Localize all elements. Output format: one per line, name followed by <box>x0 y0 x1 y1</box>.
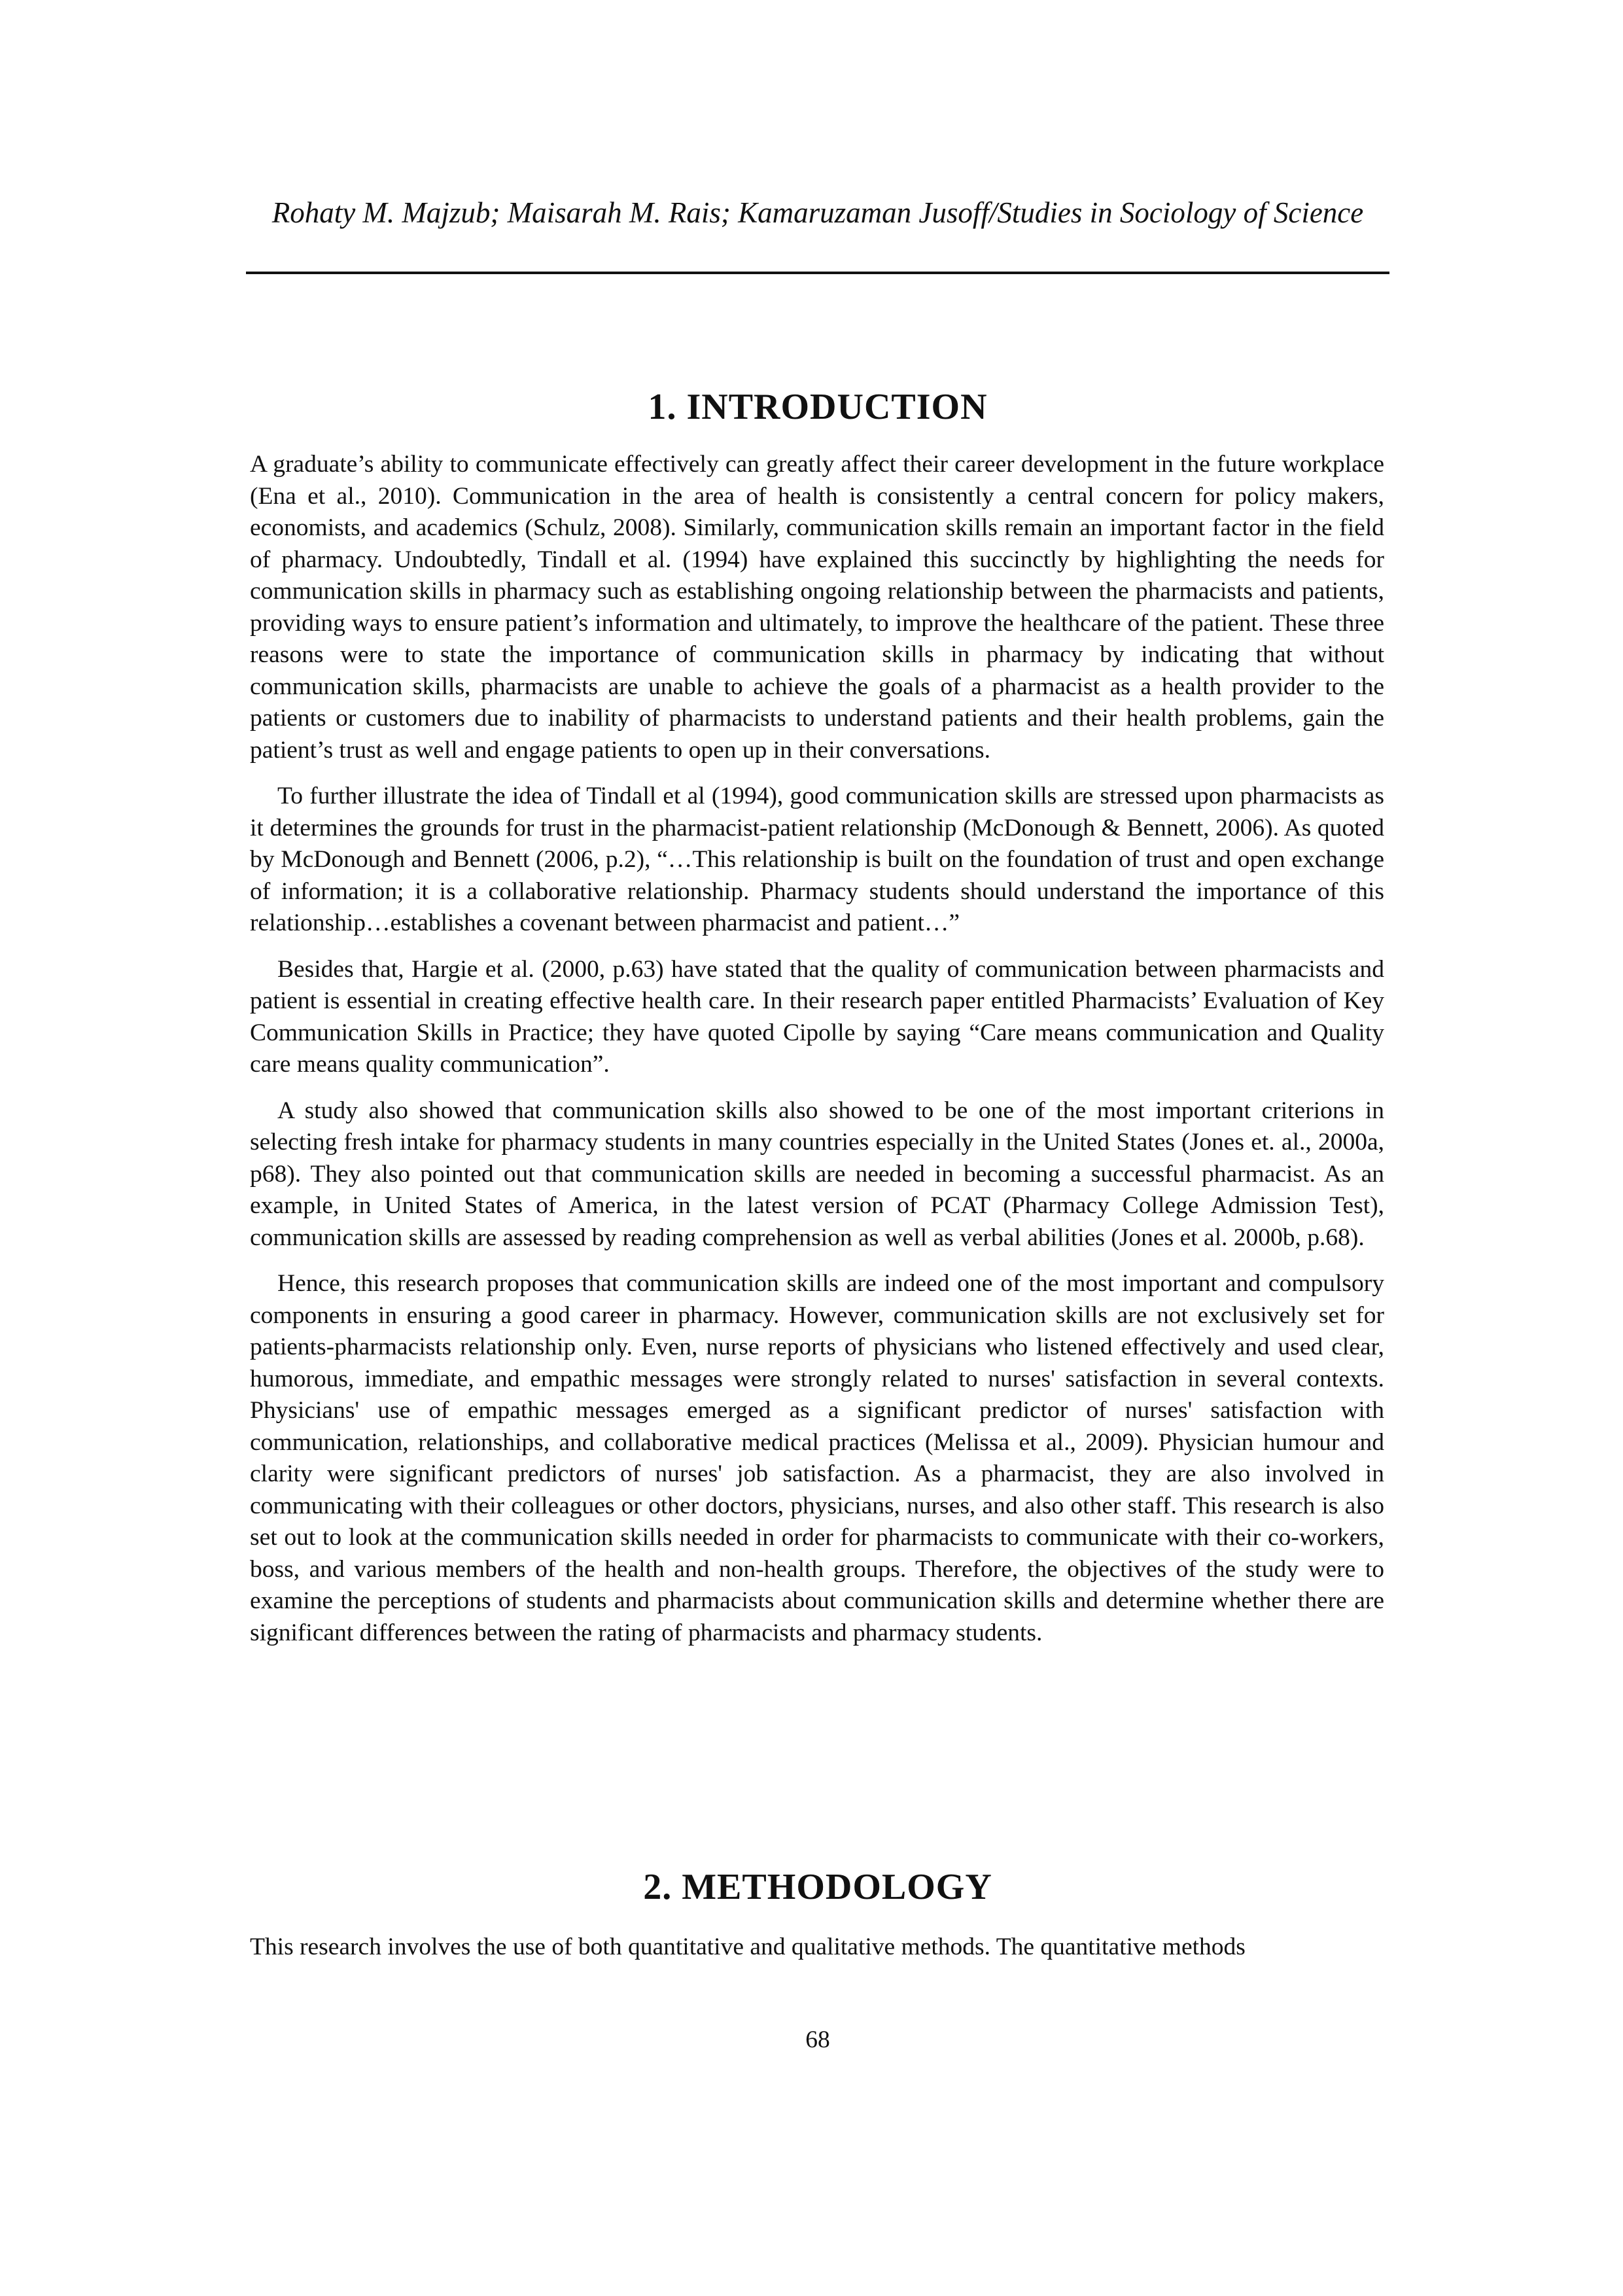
running-header: Rohaty M. Majzub; Maisarah M. Rais; Kamaruzaman Jusoff/Studies in Sociology of Science <box>271 196 1364 229</box>
intro-paragraph-5: Hence, this research proposes that communication skills are indeed one of the most important and compulsory components in ensuring a good career in pharmacy. However, communication skills are not exclusively set for patients-pharmacists relationship only. Even, nurse reports of physicians who listened effectively and used clear, humorous, immediate, and empathic messages were strongly related to nurses' satisfaction in several contexts. Physicians' use of empathic messages emerged as a significant predictor of nurses' satisfaction with communication, relationships, and collaborative medical practices (Melissa et al., 2009). Physician humour and clarity were significant predictors of nurses' job satisfaction. As a pharmacist, they are also involved in communicating with their colleagues or other doctors, physicians, nurses, and also other staff. This research is also set out to look at the communication skills needed in order for pharmacists to communicate with their co-workers, boss, and various members of the health and non-health groups. Therefore, the objectives of the study were to examine the perceptions of students and pharmacists about communication skills and determine whether there are significant differences between the rating of pharmacists and pharmacy students. <box>250 1270 1384 1646</box>
intro-paragraph-3: Besides that, Hargie et al. (2000, p.63) have stated that the quality of communication between pharmacists and patient is essential in creating effective health care. In their research paper entitled Pharmacists’ Evaluation of Key Communication Skills in Practice; they have quoted Cipolle by saying “Care means communication and Quality care means quality communication”. <box>250 955 1384 1078</box>
introduction-body <box>250 449 1384 1663</box>
methodology-body <box>250 1932 1384 1978</box>
intro-paragraph-1: A graduate’s ability to communicate effectively can greatly affect their career development in the future workplace (Ena et al., 2010). Communication in the area of health is consistently a central concern for policy makers, economists, and academics (Schulz, 2008). Similarly, communication skills remain an important factor in the field of pharmacy. Undoubtedly, Tindall et al. (1994) have explained this succinctly by highlighting the needs for communication skills in pharmacy such as establishing ongoing relationship between the pharmacists and patients, providing ways to ensure patient’s information and ultimately, to improve the healthcare of the patient. These three reasons were to state the importance of communication skills in pharmacy by indicating that without communication skills, pharmacists are unable to achieve the goals of a pharmacist as a health provider to the patients or customers due to inability of pharmacists to understand patients and their health problems, gain the patient’s trust as well and engage patients to open up in their conversations. <box>250 451 1384 764</box>
introduction-heading: 1. INTRODUCTION <box>648 386 988 427</box>
page-number: 68 <box>805 2026 830 2053</box>
intro-paragraph-2: To further illustrate the idea of Tindall et al (1994), good communication skills are stressed upon pharmacists as it determines the grounds for trust in the pharmacist-patient relationship (McDonough & Bennett, 2006). As quoted by McDonough and Bennett (2006, p.2), “…This relationship is built on the foundation of trust and open exchange of information; it is a collaborative relationship. Pharmacy students should understand the importance of this relationship…establishes a covenant between pharmacist and patient…” <box>250 783 1384 936</box>
intro-paragraph-4: A study also showed that communication skills also showed to be one of the most important criterions in selecting fresh intake for pharmacy students in many countries especially in the United States (Jones et. al., 2000a, p68). They also pointed out that communication skills are needed in becoming a successful pharmacist. As an example, in United States of America, in the latest version of PCAT (Pharmacy College Admission Test), communication skills are assessed by reading comprehension as well as verbal abilities (Jones et al. 2000b, p.68). <box>250 1097 1384 1251</box>
method-paragraph-1: This research involves the use of both quantitative and qualitative methods. The quantitative methods <box>250 1934 1246 1960</box>
header-rule <box>246 272 1389 274</box>
methodology-heading: 2. METHODOLOGY <box>643 1866 992 1907</box>
